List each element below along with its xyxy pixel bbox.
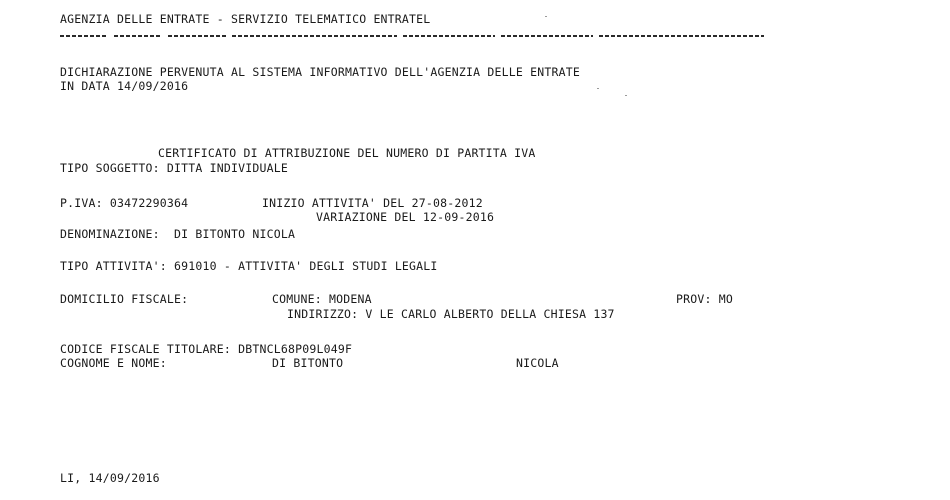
- scan-speck: [597, 88, 599, 89]
- inizio-attivita: INIZIO ATTIVITA' DEL 27-08-2012: [262, 196, 483, 210]
- tipo-attivita: [60, 259, 438, 273]
- footer-date: LI, 14/09/2016: [60, 471, 160, 485]
- domicilio-fiscale-label: DOMICILIO FISCALE:: [60, 292, 189, 306]
- intro-line-1: DICHIARAZIONE PERVENUTA AL SISTEMA INFORMATIVO DELL'AGENZIA DELLE ENTRATE: [60, 65, 581, 79]
- certificate-title: CERTIFICATO DI ATTRIBUZIONE DEL NUMERO DI PARTITA IVA: [158, 146, 536, 160]
- codice-fiscale-titolare: CODICE FISCALE TITOLARE: DBTNCL68P09L049F: [60, 342, 353, 356]
- cognome: DI BITONTO: [272, 356, 344, 370]
- partita-iva: P.IVA: 03472290364: [60, 196, 189, 210]
- comune: COMUNE: MODENA: [272, 292, 372, 306]
- scan-speck: [625, 95, 627, 96]
- header-separator: [60, 32, 810, 40]
- nome: NICOLA: [516, 356, 559, 370]
- scan-speck: [545, 16, 547, 17]
- cognome-nome-label: COGNOME E NOME:: [60, 356, 167, 370]
- document-header-title: AGENZIA DELLE ENTRATE - SERVIZIO TELEMATICO ENTRATEL: [60, 12, 431, 26]
- variazione: VARIAZIONE DEL 12-09-2016: [316, 210, 495, 224]
- provincia: PROV: MO: [676, 292, 733, 306]
- tipo-soggetto: TIPO SOGGETTO: DITTA INDIVIDUALE: [60, 161, 288, 175]
- intro-line-2: IN DATA 14/09/2016: [60, 79, 189, 93]
- indirizzo: INDIRIZZO: V LE CARLO ALBERTO DELLA CHIESA 137: [287, 307, 615, 321]
- denominazione: DENOMINAZIONE: DI BITONTO NICOLA: [60, 227, 296, 241]
- tipo-attivita-label: TIPO ATTIVITA': [60, 259, 160, 273]
- tipo-attivita-value: : 691010 - ATTIVITA' DEGLI STUDI LEGALI: [159, 259, 438, 273]
